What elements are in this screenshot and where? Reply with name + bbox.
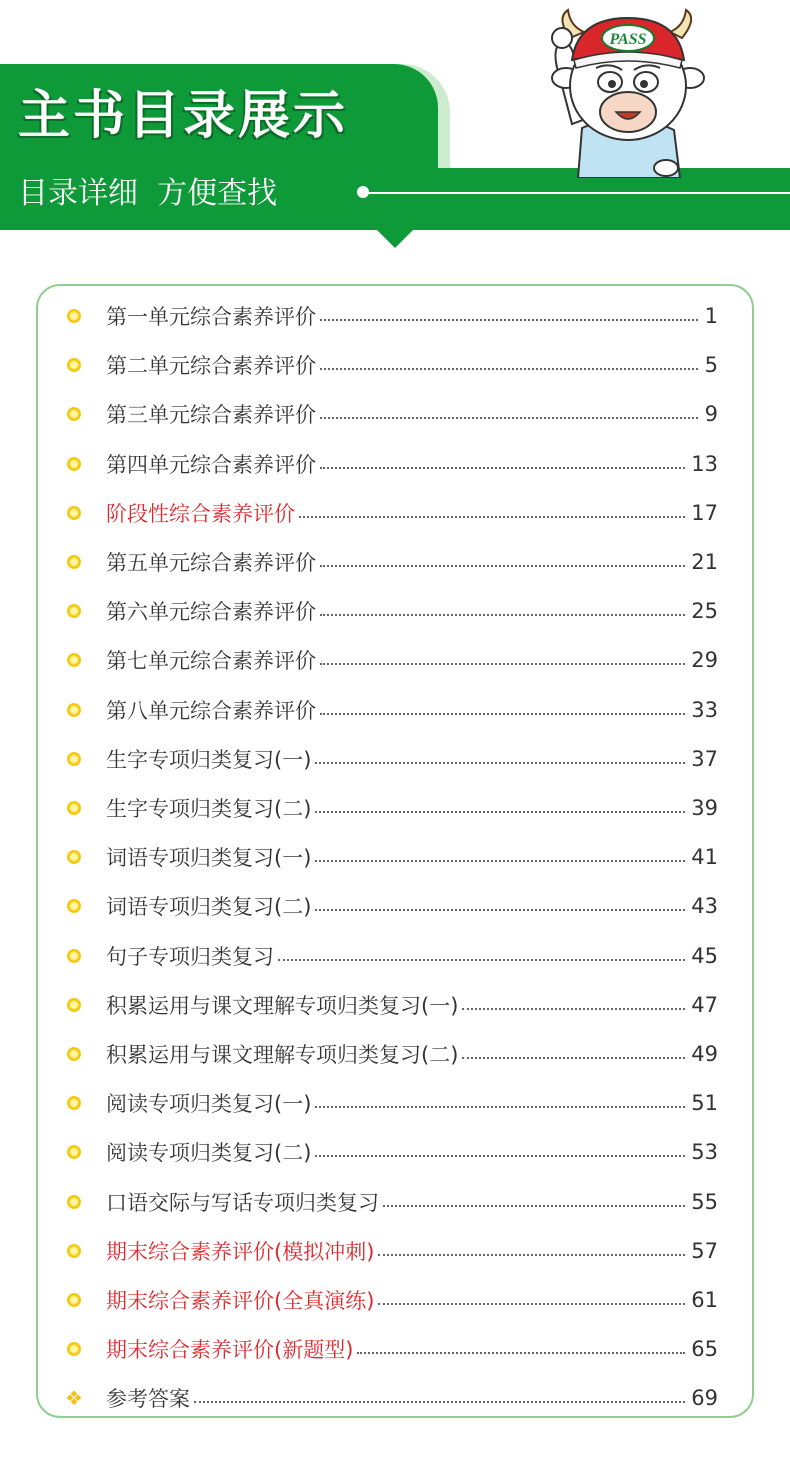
circle-bullet-icon [67, 850, 81, 864]
dot-leader [357, 1352, 685, 1354]
cow-mascot-illustration [548, 8, 708, 178]
toc-entry-page: 39 [691, 796, 718, 820]
toc-entry-title: 词语专项归类复习(一) [106, 846, 312, 871]
toc-entry-page: 25 [691, 599, 718, 624]
toc-entry [58, 446, 718, 482]
toc-entry-title: 期末综合素养评价(新题型) [106, 1338, 354, 1363]
dot-leader [315, 1155, 685, 1157]
toc-entry [58, 396, 718, 432]
circle-bullet-icon [67, 1244, 81, 1258]
decor-line [367, 192, 790, 194]
toc-entry [58, 1331, 718, 1367]
toc-entry [58, 790, 718, 826]
dot-leader [315, 762, 685, 764]
dot-leader [462, 1008, 685, 1010]
circle-bullet-icon [67, 1096, 81, 1110]
toc-entry [58, 298, 718, 334]
circle-bullet-icon [67, 358, 81, 372]
toc-entry-title: 参考答案 [106, 1387, 190, 1412]
toc-entry-title: 第一单元综合素养评价 [106, 305, 316, 329]
diamond-bullet-icon: ❖ [65, 1386, 83, 1411]
toc-entry-page: 29 [691, 648, 718, 673]
toc-entry-title: 第五单元综合素养评价 [106, 551, 316, 575]
circle-bullet-icon [67, 1342, 81, 1356]
toc-entry [58, 1036, 718, 1072]
dot-leader [315, 909, 685, 911]
toc-entry-title: 阶段性综合素养评价 [106, 501, 295, 526]
toc-entry [58, 593, 718, 629]
toc-entry-page: 61 [691, 1288, 718, 1312]
circle-bullet-icon [67, 1195, 81, 1209]
toc-entry [58, 347, 718, 383]
circle-bullet-icon [67, 653, 81, 667]
toc-entry [58, 1134, 718, 1170]
circle-bullet-icon [67, 1047, 81, 1061]
toc-entry [58, 741, 718, 777]
toc-entry-page: 17 [691, 500, 718, 525]
toc-entry [58, 692, 718, 728]
dot-leader [320, 663, 685, 665]
toc-entry [58, 1282, 718, 1318]
toc-entry-page: 1 [704, 304, 718, 328]
toc-entry-title: 阅读专项归类复习(二) [106, 1141, 312, 1166]
dot-leader [278, 959, 685, 961]
toc-entry-title: 阅读专项归类复习(一) [106, 1092, 312, 1117]
circle-bullet-icon [67, 1145, 81, 1159]
cap-logo-text: PASS [609, 31, 647, 48]
toc-entry [58, 987, 718, 1023]
toc-entry-title: 生字专项归类复习(一) [106, 747, 312, 772]
toc-entry-title: 第六单元综合素养评价 [106, 600, 316, 625]
toc-entry [58, 1233, 718, 1269]
toc-entry-title: 积累运用与课文理解专项归类复习(一) [106, 993, 459, 1018]
toc-entry-title: 第三单元综合素养评价 [106, 403, 316, 428]
toc-entry [58, 495, 718, 531]
toc-entry [58, 1085, 718, 1121]
toc-entry-page: 55 [691, 1189, 718, 1214]
toc-entry-title: 口语交际与写话专项归类复习 [106, 1190, 379, 1215]
toc-entry-page: 65 [691, 1337, 718, 1362]
toc-entry-title: 第四单元综合素养评价 [106, 452, 316, 477]
toc-entry-page: 13 [691, 451, 718, 476]
toc-entry [58, 888, 718, 924]
circle-bullet-icon [67, 801, 81, 815]
toc-entry-page: 51 [691, 1091, 718, 1116]
toc-entry-title: 期末综合素养评价(模拟冲刺) [106, 1239, 375, 1264]
toc-entry-page: 21 [691, 550, 718, 574]
circle-bullet-icon [67, 998, 81, 1012]
dot-leader [462, 1057, 685, 1059]
toc-entry [58, 544, 718, 580]
toc-entry-title: 句子专项归类复习 [106, 944, 274, 969]
toc-entry-title: 生字专项归类复习(二) [106, 797, 312, 821]
dot-leader [320, 319, 698, 321]
toc-entry-page: 43 [691, 894, 718, 919]
banner-pointer [375, 228, 415, 248]
dot-leader [315, 1106, 685, 1108]
dot-leader [299, 516, 685, 518]
toc-entry-page: 33 [691, 697, 718, 722]
dot-leader [320, 467, 685, 469]
dot-leader [320, 565, 685, 567]
toc-entry-page: 53 [691, 1140, 718, 1165]
circle-bullet-icon [67, 407, 81, 421]
circle-bullet-icon [67, 555, 81, 569]
page-subtitle: 目录详细 方便查找 [18, 176, 278, 211]
dot-leader [378, 1303, 685, 1305]
dot-leader [315, 860, 685, 862]
dot-leader [320, 713, 685, 715]
dot-leader [383, 1205, 685, 1207]
page-title: 主书目录展示 [18, 86, 349, 146]
toc-entry-page: 45 [691, 943, 718, 968]
toc-entry-title: 词语专项归类复习(二) [106, 895, 312, 920]
toc-entry [58, 1184, 718, 1220]
dot-leader [320, 368, 698, 370]
dot-leader [315, 811, 685, 813]
circle-bullet-icon [67, 949, 81, 963]
toc-entry-title: 第二单元综合素养评价 [106, 354, 316, 379]
circle-bullet-icon [67, 899, 81, 913]
toc-entry-page: 47 [691, 992, 718, 1017]
circle-bullet-icon [67, 506, 81, 520]
toc-entry-title: 积累运用与课文理解专项归类复习(二) [106, 1043, 459, 1067]
toc-entry [58, 938, 718, 974]
toc-entry-page: 57 [691, 1238, 718, 1263]
toc-entry-title: 第七单元综合素养评价 [106, 649, 316, 674]
circle-bullet-icon [67, 752, 81, 766]
toc-entry-page: 41 [691, 845, 718, 870]
toc-entry-title: 期末综合素养评价(全真演练) [106, 1289, 375, 1313]
circle-bullet-icon [67, 703, 81, 717]
circle-bullet-icon [67, 1293, 81, 1307]
toc-entry [58, 642, 718, 678]
toc-entry-page: 5 [704, 353, 718, 378]
circle-bullet-icon [67, 309, 81, 323]
toc-entry [58, 839, 718, 875]
toc-entry [58, 1380, 718, 1416]
toc-entry-title: 第八单元综合素养评价 [106, 698, 316, 723]
toc-entry-page: 9 [704, 402, 718, 427]
circle-bullet-icon [67, 457, 81, 471]
toc-entry-page: 49 [691, 1042, 718, 1066]
dot-leader [320, 417, 698, 419]
dot-leader [320, 614, 685, 616]
dot-leader [378, 1254, 685, 1256]
toc-entry-page: 37 [691, 746, 718, 771]
toc-entry-page: 69 [691, 1386, 718, 1411]
circle-bullet-icon [67, 604, 81, 618]
dot-leader [194, 1401, 685, 1403]
